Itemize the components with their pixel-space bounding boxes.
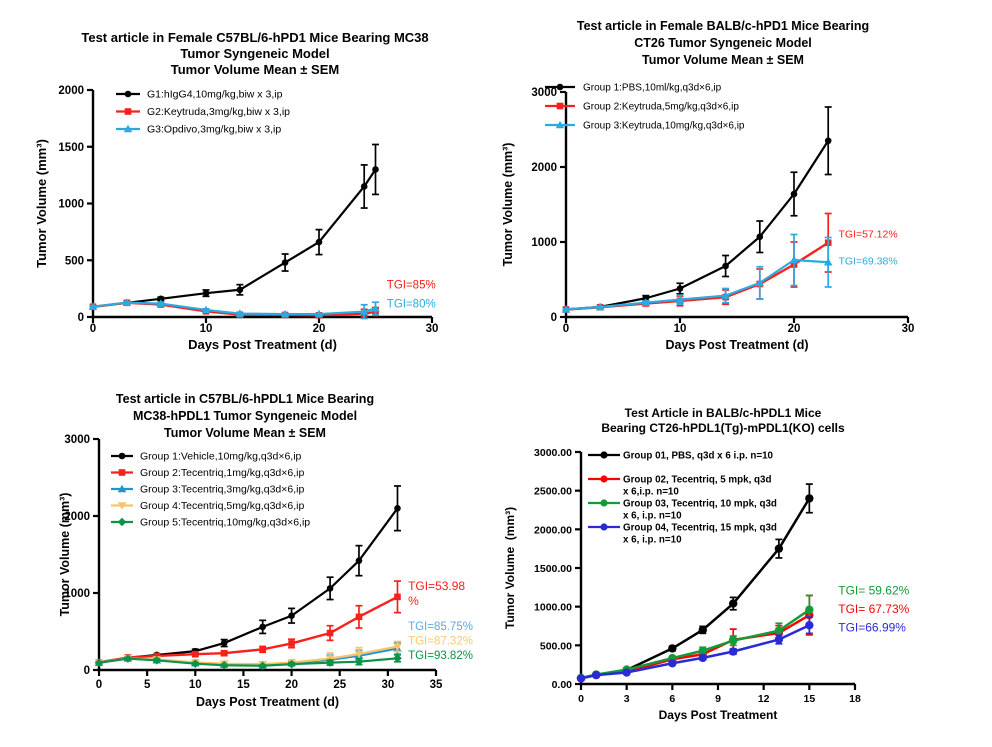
svg-text:%: %: [408, 593, 419, 608]
svg-text:10: 10: [188, 679, 202, 691]
svg-text:Tumor Volume Mean ± SEM: Tumor Volume Mean ± SEM: [170, 62, 340, 77]
series-0: [90, 144, 380, 310]
chart-panel-mc38-hpdl1: [55, 385, 487, 747]
chart-title: [601, 406, 845, 435]
svg-text:Group 3:Tecentriq,3mg/kg,q3d×6: Group 3:Tecentriq,3mg/kg,q3d×6,ip: [140, 483, 305, 496]
svg-text:TGI=53.98: TGI=53.98: [408, 578, 466, 593]
svg-text:30: 30: [901, 323, 915, 335]
svg-text:1000.00: 1000.00: [534, 601, 572, 614]
annotations: [408, 579, 473, 662]
svg-text:TGI=87.32%: TGI=87.32%: [408, 635, 473, 648]
svg-text:0: 0: [562, 323, 570, 335]
svg-text:3000: 3000: [64, 434, 90, 446]
svg-text:TGI= 59.62%: TGI= 59.62%: [838, 583, 910, 598]
svg-text:2500.00: 2500.00: [534, 485, 572, 498]
legend: [588, 451, 777, 546]
svg-text:15: 15: [237, 679, 250, 691]
svg-text:Test article in C57BL/6-hPDL1: Test article in C57BL/6-hPDL1 Mice Bearing: [115, 392, 375, 406]
svg-text:10: 10: [673, 323, 687, 335]
svg-text:12: 12: [757, 693, 770, 705]
svg-text:Test Article in BALB/c-hPDL1 M: Test Article in BALB/c-hPDL1 Mice: [624, 406, 822, 420]
svg-text:Group 5:Tecentriq,10mg/kg,q3d×: Group 5:Tecentriq,10mg/kg,q3d×6,ip: [140, 516, 311, 529]
y-axis-label: Tumor Volume (mm³): [501, 142, 515, 267]
svg-text:20: 20: [285, 679, 298, 691]
svg-text:TGI=57.12%: TGI=57.12%: [838, 228, 898, 241]
svg-text:Group 2:Keytruda,5mg/kg,q3d×6,: Group 2:Keytruda,5mg/kg,q3d×6,ip: [583, 101, 739, 113]
svg-text:TGI=80%: TGI=80%: [386, 298, 436, 311]
svg-text:3: 3: [623, 693, 630, 705]
chart-title: [577, 19, 869, 67]
svg-text:6: 6: [669, 693, 676, 705]
chart-svg-mc38-hpdl1: [55, 385, 487, 745]
svg-text:500.00: 500.00: [539, 640, 572, 653]
svg-text:3000: 3000: [531, 87, 557, 99]
y-axis-label: Tumor Volume (mm³): [34, 139, 49, 268]
svg-text:2000: 2000: [58, 85, 84, 97]
svg-text:35: 35: [429, 679, 443, 691]
svg-text:3000.00: 3000.00: [534, 447, 572, 459]
svg-text:0.00: 0.00: [551, 679, 572, 691]
svg-text:1000: 1000: [58, 198, 84, 211]
svg-text:Group 04, Tecentriq, 15 mpk, q: Group 04, Tecentriq, 15 mpk, q3d: [623, 522, 777, 534]
annotations: [838, 583, 909, 634]
svg-text:1000: 1000: [531, 237, 557, 249]
svg-text:Group 02, Tecentriq, 5 mpk, q3: Group 02, Tecentriq, 5 mpk, q3d: [623, 474, 772, 486]
svg-text:Group 2:Tecentriq,1mg/kg,q3d×6: Group 2:Tecentriq,1mg/kg,q3d×6,ip: [140, 467, 305, 479]
svg-text:TGI=93.82%: TGI=93.82%: [408, 650, 473, 663]
svg-text:1500.00: 1500.00: [534, 563, 572, 575]
annotations: [387, 280, 436, 311]
axes: [58, 85, 438, 335]
legend: [111, 451, 310, 529]
svg-text:1000: 1000: [64, 588, 90, 600]
series-0: [96, 483, 401, 666]
svg-text:Test article in Female C57BL/6: Test article in Female C57BL/6-hPD1 Mice Bearing MC38: [81, 30, 429, 45]
svg-text:TGI=69.38%: TGI=69.38%: [838, 255, 898, 268]
chart-svg-ct26-hpdl1: [498, 395, 992, 747]
svg-text:1500: 1500: [58, 141, 84, 154]
series-2: [562, 235, 833, 313]
chart-panel-mc38-hpd1: [30, 18, 490, 375]
series-1: [96, 581, 401, 666]
svg-text:25: 25: [333, 679, 347, 691]
x-axis-label: Days Post Treatment (d): [195, 695, 340, 709]
chart-panel-ct26-hpd1: [498, 10, 984, 367]
svg-text:Group 3:Keytruda,10mg/kg,q3d×6: Group 3:Keytruda,10mg/kg,q3d×6,ip: [583, 120, 745, 132]
svg-text:Test article in Female BALB/c-: Test article in Female BALB/c-hPD1 Mice Bearing: [576, 19, 870, 33]
y-axis-label: Tumor Volume (mm³): [58, 492, 72, 617]
svg-text:10: 10: [199, 323, 213, 335]
annotations: [838, 229, 897, 268]
svg-text:0: 0: [578, 693, 584, 705]
svg-text:20: 20: [787, 323, 801, 335]
svg-text:500: 500: [64, 255, 84, 268]
chart-title: [116, 392, 374, 440]
legend: [545, 83, 745, 132]
series-0: [563, 107, 832, 313]
svg-text:30: 30: [381, 679, 395, 691]
svg-text:Tumor Syngeneic Model: Tumor Syngeneic Model: [180, 46, 330, 61]
svg-text:G1:hIgG4,10mg/kg,biw x 3,ip: G1:hIgG4,10mg/kg,biw x 3,ip: [147, 88, 283, 101]
svg-text:2000.00: 2000.00: [534, 524, 572, 537]
svg-text:TGI= 67.73%: TGI= 67.73%: [838, 601, 910, 616]
svg-text:x 6, i.p. n=10: x 6, i.p. n=10: [623, 534, 682, 546]
x-axis-label: Days Post Treatment: [658, 708, 778, 722]
svg-text:G2:Keytruda,3mg/kg,biw x 3,ip: G2:Keytruda,3mg/kg,biw x 3,ip: [147, 106, 290, 118]
chart-svg-mc38-hpd1: [30, 18, 490, 370]
chart-title: [81, 30, 428, 77]
svg-text:0: 0: [550, 312, 557, 324]
svg-text:TGI=66.99%: TGI=66.99%: [838, 620, 906, 635]
svg-text:0: 0: [95, 679, 103, 691]
svg-text:Group 03, Tecentriq, 10 mpk, q: Group 03, Tecentriq, 10 mpk, q3d: [623, 498, 777, 510]
svg-text:20: 20: [312, 323, 326, 335]
svg-text:TGI=85.75%: TGI=85.75%: [408, 620, 473, 633]
svg-text:2000: 2000: [64, 511, 90, 523]
chart-panel-ct26-hpdl1: [498, 395, 992, 747]
svg-text:18: 18: [849, 693, 861, 705]
svg-text:15: 15: [803, 693, 816, 705]
svg-text:G3:Opdivo,3mg/kg,biw x 3,ip: G3:Opdivo,3mg/kg,biw x 3,ip: [147, 123, 282, 136]
svg-text:MC38-hPDL1 Tumor Syngeneic Mod: MC38-hPDL1 Tumor Syngeneic Model: [132, 409, 358, 423]
x-axis-label: Days Post Treatment (d): [188, 337, 337, 352]
svg-text:0: 0: [77, 312, 84, 324]
svg-text:Group 1:Vehicle,10mg/kg,q3d×6,: Group 1:Vehicle,10mg/kg,q3d×6,ip: [140, 450, 302, 463]
svg-text:TGI=85%: TGI=85%: [386, 279, 436, 292]
svg-text:Group 4:Tecentriq,5mg/kg,q3d×6: Group 4:Tecentriq,5mg/kg,q3d×6,ip: [140, 500, 305, 512]
svg-text:9: 9: [715, 693, 721, 705]
svg-text:0: 0: [89, 323, 97, 335]
svg-text:x 6, i.p. n=10: x 6, i.p. n=10: [623, 510, 682, 522]
svg-text:5: 5: [143, 679, 151, 691]
svg-text:x 6,i.p. n=10: x 6,i.p. n=10: [623, 486, 679, 498]
svg-text:Bearing CT26-hPDL1(Tg)-mPDL1(K: Bearing CT26-hPDL1(Tg)-mPDL1(KO) cells: [601, 421, 845, 435]
x-axis-label: Days Post Treatment (d): [665, 338, 809, 352]
svg-text:2000: 2000: [531, 162, 557, 174]
svg-text:Tumor Volume Mean ± SEM: Tumor Volume Mean ± SEM: [164, 426, 326, 440]
axes: [534, 447, 861, 705]
svg-text:Group 01, PBS, q3d x 6 i.p. n=: Group 01, PBS, q3d x 6 i.p. n=10: [623, 450, 773, 462]
svg-text:0: 0: [83, 665, 90, 677]
svg-text:Tumor Volume Mean ± SEM: Tumor Volume Mean ± SEM: [642, 53, 804, 67]
chart-svg-ct26-hpd1: [498, 10, 984, 362]
svg-text:Group 1:PBS,10ml/kg,q3d×6,ip: Group 1:PBS,10ml/kg,q3d×6,ip: [583, 82, 722, 94]
svg-text:CT26 Tumor Syngeneic Model: CT26 Tumor Syngeneic Model: [634, 36, 812, 50]
svg-text:30: 30: [425, 323, 439, 335]
y-axis-label: Tumor Volume (mm³): [503, 506, 517, 630]
legend: [116, 89, 290, 136]
